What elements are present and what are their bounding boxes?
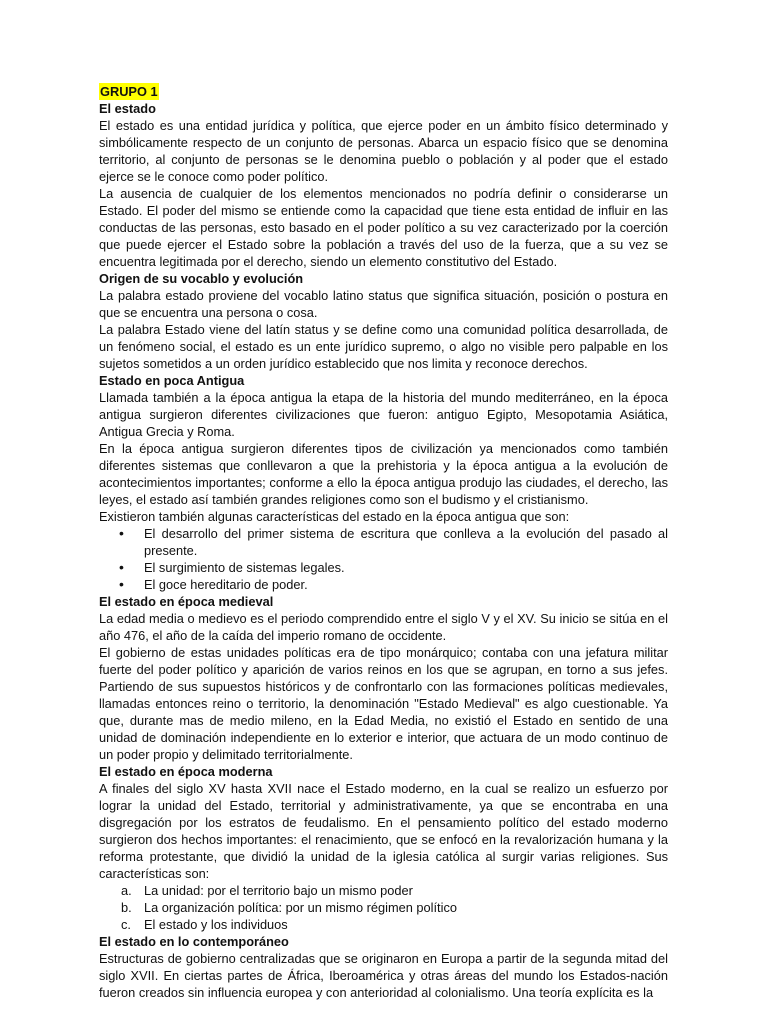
paragraph: El gobierno de estas unidades políticas era de tipo monárquico; contaba con una jefatura militar fuerte del poder político y aparición de varios reinos en los que se agrupan, en torno a sus jefes. Partiendo de sus supuestos históricos y de confrontarlo con las formaciones políticas medievales, llamadas entonces reino o territorio, la denominación "Estado Medieval" es algo cuestionable. Ya que, durante mas de medio mileno, en la Edad Media, no existió el Estado en sentido de una unidad de dominación independiente en lo exterior e interior, que actuara de un modo continuo de un poder propio y delimitado territorialmente. [99,645,668,762]
group-label: GRUPO 1 [100,84,158,99]
list-item-text: La organización política: por un mismo régimen político [144,900,457,915]
section-title-moderna: El estado en época moderna [99,764,273,779]
section-title-origen: Origen de su vocablo y evolución [99,271,304,286]
ordered-item [99,899,668,916]
paragraph: La palabra Estado viene del latín status y se define como una comunidad política desarrollada, de un fenómeno social, el estado es un ente jurídico supremo, o algo no visible pero palpable en los sujetos sometidos a un orden jurídico establecido que nos limita y reconoce derechos. [99,322,668,371]
ordered-item [99,882,668,899]
paragraph: La ausencia de cualquier de los elementos mencionados no podría definir o considerarse un Estado. El poder del mismo se entiende como la capacidad que tiene esta entidad de influir en las conductas de las personas, esto basado en el poder político a su vez caracterizado por la coerción que puede ejercer el Estado sobre la población a través del uso de la fuerza, que a su vez se encuentra legitimada por el derecho, siendo un elemento constitutivo del Estado. [99,186,668,269]
paragraph: El estado es una entidad jurídica y política, que ejerce poder en un ámbito físico determinado y simbólicamente respecto de un conjunto de personas. Abarca un espacio físico que se denomina territorio, al conjunto de personas se le denomina pueblo o población y al poder que el estado ejerce se le conoce como poder político. [99,118,668,184]
ordered-item [99,916,668,933]
paragraph: La edad media o medievo es el periodo comprendido entre el siglo V y el XV. Su inicio se sitúa en el año 476, el año de la caída del imperio romano de occidente. [99,611,668,643]
section-title-contemporaneo: El estado en lo contemporáneo [99,934,289,949]
bullet-item: • El desarrollo del primer sistema de escritura que conlleva a la evolución del pasado al presente. [99,525,668,559]
paragraph: En la época antigua surgieron diferentes tipos de civilización ya mencionados como también diferentes sistemas que conllevaron a que la prehistoria y la época antigua a la evolución de acontecimientos importantes; conforme a ello la época antigua produjo las ciudades, el derecho, las leyes, el estado así también grandes religiones como son el budismo y el cristianismo. [99,441,668,507]
bullet-list [99,525,668,593]
list-item-text: El estado y los individuos [144,917,288,932]
section-title-el-estado: El estado [99,101,156,116]
list-item-text: La unidad: por el territorio bajo un mismo poder [144,883,413,898]
section-title-medieval: El estado en época medieval [99,594,274,609]
ordered-list [99,882,668,933]
paragraph: A finales del siglo XV hasta XVII nace el Estado moderno, en la cual se realizo un esfuerzo por lograr la unidad del Estado, territorial y administrativamente, ya que se encontraba en una disgregación por los estratos de feudalismo. En el pensamiento político del estado moderno surgieron dos hechos importantes: el renacimiento, que se enfocó en la revalorización humana y la reforma protestante, que dividió la unidad de la iglesia católica al surgir varias religiones. Sus características son: [99,781,668,881]
bullet-item: • El goce hereditario de poder. [99,576,668,593]
paragraph: Existieron también algunas características del estado en la época antigua que son: [99,509,570,524]
list-marker: b. [121,900,132,915]
bullet-item: • El surgimiento de sistemas legales. [99,559,668,576]
list-marker: c. [121,917,131,932]
document-page [99,83,668,1001]
list-marker: a. [121,883,132,898]
section-title-antigua: Estado en poca Antigua [99,373,245,388]
paragraph: Estructuras de gobierno centralizadas que se originaron en Europa a partir de la segunda mitad del siglo XVII. En ciertas partes de África, Iberoamérica y otras áreas del mundo los Estados-nación fueron creados sin influencia europea y con anterioridad al colonialismo. Una teoría explícita es la [99,951,668,1000]
paragraph: La palabra estado proviene del vocablo latino status que significa situación, posición o postura en que se encuentra una persona o cosa. [99,288,668,320]
paragraph: Llamada también a la época antigua la etapa de la historia del mundo mediterráneo, en la época antigua surgieron diferentes civilizaciones que fueron: antiguo Egipto, Mesopotamia Asiática, Antigua Grecia y Roma. [99,390,668,439]
